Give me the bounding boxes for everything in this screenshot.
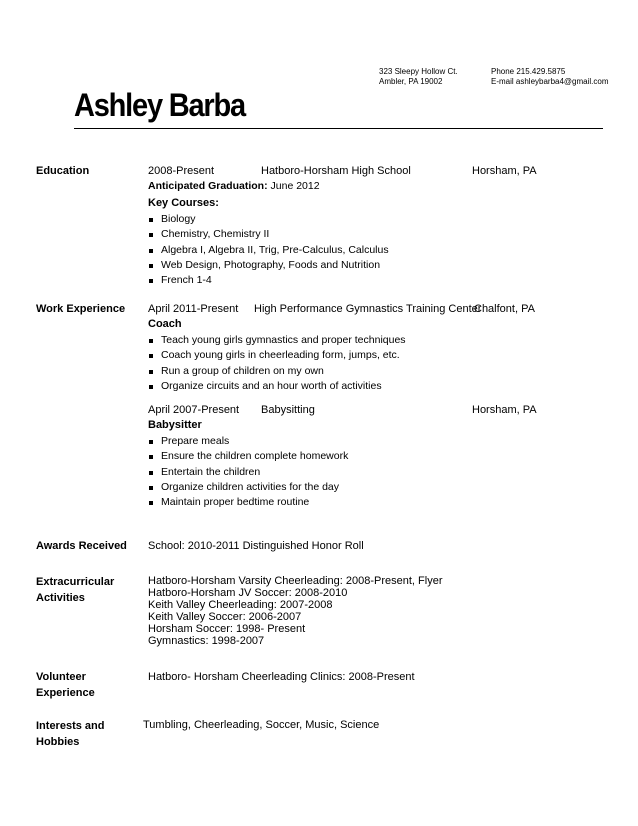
address-line2: Ambler, PA 19002 xyxy=(379,77,443,86)
list-item: Ensure the children complete homework xyxy=(148,449,348,464)
job1-title: Coach xyxy=(148,318,182,330)
list-item: Organize circuits and an hour worth of activities xyxy=(148,379,406,394)
list-item: Teach young girls gymnastics and proper techniques xyxy=(148,333,406,348)
volunteer-label-line1: Volunteer xyxy=(36,671,86,683)
courses-list xyxy=(148,212,389,288)
section-label-extracurricular xyxy=(36,574,114,606)
job1-location: Chalfont, PA xyxy=(474,303,535,315)
education-dates: 2008-Present xyxy=(148,165,215,177)
graduation-line xyxy=(148,179,320,194)
graduation-value: June 2012 xyxy=(270,180,320,192)
extracurricular-label-line2: Activities xyxy=(36,592,85,604)
phone-text: Phone 215.429.5875 xyxy=(491,67,566,76)
graduation-label: Anticipated Graduation: xyxy=(148,180,268,192)
job2-title: Babysitter xyxy=(148,419,202,431)
section-label-interests xyxy=(36,718,104,750)
contact-block xyxy=(491,67,609,87)
section-label-awards: Awards Received xyxy=(36,540,127,552)
list-item: Hatboro-Horsham JV Soccer: 2008-2010 xyxy=(148,587,348,599)
job2-location: Horsham, PA xyxy=(472,404,537,416)
section-label-volunteer xyxy=(36,669,95,701)
list-item: Keith Valley Cheerleading: 2007-2008 xyxy=(148,599,333,611)
list-item: Coach young girls in cheerleading form, jumps, etc. xyxy=(148,348,406,363)
job1-employer: High Performance Gymnastics Training Center xyxy=(254,303,482,315)
email-text: E-mail ashleybarba4@gmail.com xyxy=(491,77,609,86)
education-location: Horsham, PA xyxy=(472,165,537,177)
job1-dates: April 2011-Present xyxy=(148,303,239,315)
job2-employer: Babysitting xyxy=(261,404,315,416)
interests-text: Tumbling, Cheerleading, Soccer, Music, Science xyxy=(143,719,380,731)
list-item: Maintain proper bedtime routine xyxy=(148,495,348,510)
key-courses-label: Key Courses: xyxy=(148,197,219,209)
list-item: Algebra I, Algebra II, Trig, Pre-Calculus, Calculus xyxy=(148,243,389,258)
volunteer-label-line2: Experience xyxy=(36,687,95,699)
address-block xyxy=(379,67,458,87)
list-item: Horsham Soccer: 1998- Present xyxy=(148,623,306,635)
address-line1: 323 Sleepy Hollow Ct. xyxy=(379,67,458,76)
list-item: Entertain the children xyxy=(148,465,348,480)
list-item: Web Design, Photography, Foods and Nutrition xyxy=(148,258,389,273)
list-item: Biology xyxy=(148,212,389,227)
header-divider xyxy=(74,128,603,129)
list-item: Chemistry, Chemistry II xyxy=(148,227,389,242)
job2-duties xyxy=(148,434,348,510)
job1-duties xyxy=(148,333,406,394)
education-school: Hatboro-Horsham High School xyxy=(261,165,411,177)
interests-label-line2: Hobbies xyxy=(36,736,80,748)
list-item: Run a group of children on my own xyxy=(148,364,406,379)
list-item: Prepare meals xyxy=(148,434,348,449)
volunteer-text: Hatboro- Horsham Cheerleading Clinics: 2008-Present xyxy=(148,671,415,683)
awards-text: School: 2010-2011 Distinguished Honor Roll xyxy=(148,540,364,552)
list-item: Organize children activities for the day xyxy=(148,480,348,495)
list-item: French 1-4 xyxy=(148,273,389,288)
list-item: Keith Valley Soccer: 2006-2007 xyxy=(148,611,302,623)
extracurricular-list xyxy=(148,575,442,647)
extracurricular-label-line1: Extracurricular xyxy=(36,576,115,588)
list-item: Hatboro-Horsham Varsity Cheerleading: 2008-Present, Flyer xyxy=(148,575,443,587)
section-label-education: Education xyxy=(36,165,90,177)
interests-label-line1: Interests and xyxy=(36,720,105,732)
job2-dates: April 2007-Present xyxy=(148,404,240,416)
resume-name: Ashley Barba xyxy=(74,88,245,124)
list-item: Gymnastics: 1998-2007 xyxy=(148,635,265,647)
section-label-work: Work Experience xyxy=(36,303,126,315)
